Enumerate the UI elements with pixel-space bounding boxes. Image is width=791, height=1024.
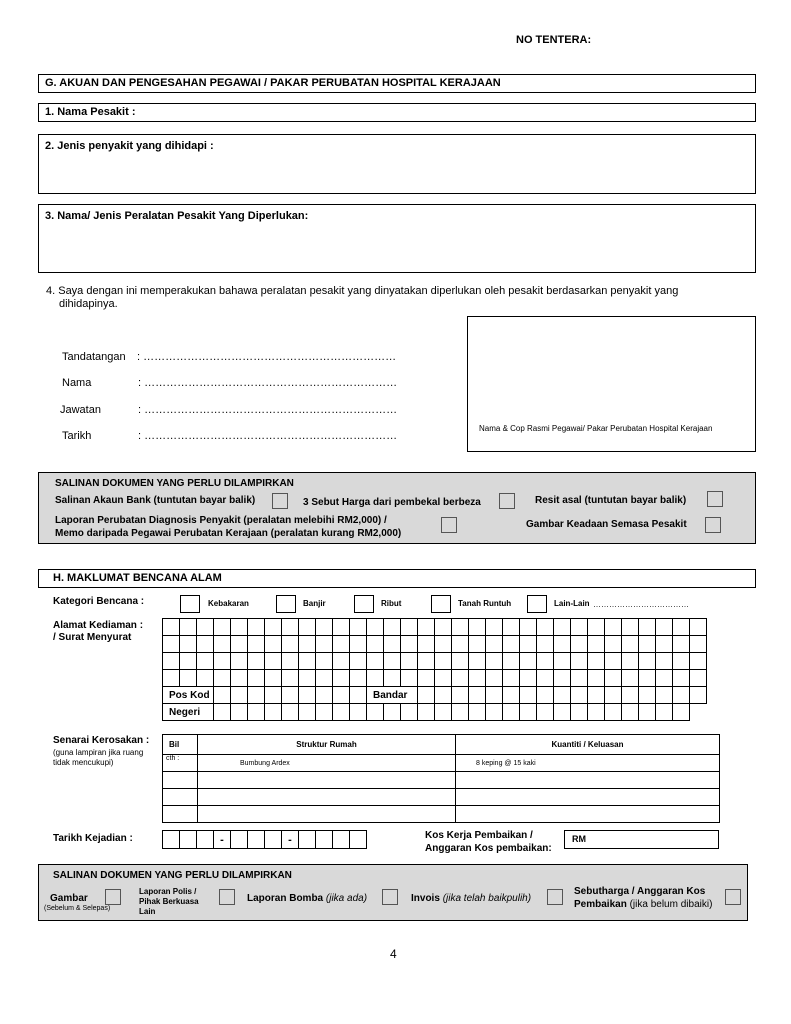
kerosakan-note-1: (guna lampiran jika ruang (53, 748, 144, 757)
jenis-penyakit-label: 2. Jenis penyakit yang dihidapi : (45, 140, 214, 152)
report-label-2: Memo daripada Pegawai Perubatan Kerajaan (peralatan kurang RM2,000) (55, 528, 402, 539)
address-row-negeri (163, 704, 707, 721)
jawatan-label: Jawatan (60, 404, 101, 416)
lain-lain-checkbox[interactable] (527, 595, 547, 613)
sebut-note: (jika belum dibaiki) (629, 899, 713, 910)
tarikh-kejadian-label: Tarikh Kejadian : (53, 833, 133, 844)
bank-label: Salinan Akaun Bank (tuntutan bayar balik) (55, 495, 256, 506)
rm-label: RM (572, 834, 586, 844)
report-checkbox[interactable] (441, 517, 457, 533)
nama-pesakit-label: 1. Nama Pesakit : (45, 106, 136, 118)
polis-label-1: Laporan Polis / (139, 887, 197, 896)
photo-label: Gambar Keadaan Semasa Pesakit (526, 519, 687, 530)
ribut-checkbox[interactable] (354, 595, 374, 613)
peralatan-field[interactable] (38, 204, 756, 273)
alamat-label-1: Alamat Kediaman : (53, 620, 144, 631)
quotes-label: 3 Sebut Harga dari pembekal berbeza (303, 497, 481, 508)
stamp-caption: Nama & Cop Rasmi Pegawai/ Pakar Perubatan Hospital Kerajaan (479, 424, 713, 433)
tarikh-label: Tarikh (62, 430, 92, 442)
bomba-label: Laporan Bomba (247, 893, 324, 904)
polis-checkbox[interactable] (219, 889, 235, 905)
damage-table[interactable] (162, 734, 720, 823)
peralatan-label: 3. Nama/ Jenis Peralatan Pesakit Yang Diperlukan: (45, 210, 309, 222)
kerosakan-note-2: tidak mencukupi) (53, 758, 114, 767)
kos-label-2: Anggaran Kos pembaikan: (425, 843, 552, 854)
alamat-label-2: / Surat Menyurat (53, 632, 132, 643)
jenis-penyakit-field[interactable] (38, 134, 756, 194)
attachments-h-panel (38, 864, 748, 921)
section-g-title-box (38, 74, 756, 93)
attachments-g-title: SALINAN DOKUMEN YANG PERLU DILAMPIRKAN (55, 478, 294, 489)
address-row (163, 619, 707, 636)
example-struktur: Bumbung Ardex (198, 755, 456, 772)
tanah-runtuh-checkbox[interactable] (431, 595, 451, 613)
address-grid[interactable] (162, 618, 707, 721)
lain-lain-label: Lain-Lain (554, 599, 590, 608)
kerosakan-label: Senarai Kerosakan : (53, 735, 150, 746)
col-bil: Bil (163, 735, 198, 755)
banjir-checkbox[interactable] (276, 595, 296, 613)
nama-label: Nama (62, 377, 92, 389)
address-row (163, 636, 707, 653)
section-g-title: G. AKUAN DAN PENGESAHAN PEGAWAI / PAKAR PERUBATAN HOSPITAL KERAJAAN (45, 77, 501, 89)
date-separator: - (214, 831, 231, 849)
col-struktur: Struktur Rumah (198, 735, 456, 755)
tanah-runtuh-label: Tanah Runtuh (458, 599, 512, 608)
declaration-line-2: dihidapinya. (59, 298, 118, 310)
no-tentera-label: NO TENTERA: (516, 34, 592, 46)
declaration-line-1: 4. Saya dengan ini memperakukan bahawa peralatan pesakit yang dinyatakan diperlukan oleh pesakit berdasarkan penyakit yang (46, 285, 679, 297)
date-separator: - (282, 831, 299, 849)
tandatangan-label: Tandatangan (62, 351, 126, 363)
photo-checkbox[interactable] (705, 517, 721, 533)
tandatangan-line[interactable]: : …………………………………………………………… (137, 351, 397, 363)
kebakaran-label: Kebakaran (208, 599, 249, 608)
nama-line[interactable]: : …………………………………………………………… (138, 377, 398, 389)
banjir-label: Banjir (303, 599, 326, 608)
report-label-1: Laporan Perubatan Diagnosis Penyakit (peralatan melebihi RM2,000) / (55, 515, 387, 526)
bomba-label-group (247, 893, 367, 904)
section-h-title: H. MAKLUMAT BENCANA ALAM (53, 572, 222, 584)
date-grid[interactable] (162, 830, 367, 849)
damage-row (163, 789, 720, 806)
gambar-note: (Sebelum & Selepas) (44, 905, 111, 912)
sebut-label-1: Sebutharga / Anggaran Kos (574, 886, 706, 897)
example-bil: cth : (163, 755, 198, 772)
nama-pesakit-field[interactable] (38, 103, 756, 122)
polis-label-2: Pihak Berkuasa (139, 897, 199, 906)
poskod-label: Pos Kod (163, 687, 214, 704)
stamp-box[interactable] (467, 316, 756, 452)
bank-checkbox[interactable] (272, 493, 288, 509)
tarikh-line[interactable]: : …………………………………………………………… (138, 430, 398, 442)
kategori-label: Kategori Bencana : (53, 596, 145, 607)
sebut-label-2: Pembaikan (574, 899, 627, 910)
invois-label: Invois (411, 893, 440, 904)
damage-row (163, 806, 720, 823)
section-h-title-box (38, 569, 756, 588)
receipt-checkbox[interactable] (707, 491, 723, 507)
negeri-label: Negeri (163, 704, 214, 721)
damage-row (163, 755, 720, 772)
quotes-checkbox[interactable] (499, 493, 515, 509)
bomba-checkbox[interactable] (382, 889, 398, 905)
example-kuantiti: 8 keping @ 15 kaki (456, 755, 720, 772)
kos-label-1: Kos Kerja Pembaikan / (425, 830, 533, 841)
ribut-label: Ribut (381, 599, 402, 608)
col-kuantiti: Kuantiti / Keluasan (456, 735, 720, 755)
attachments-h-title: SALINAN DOKUMEN YANG PERLU DILAMPIRKAN (53, 870, 292, 881)
lain-lain-line[interactable]: ……………………………… (593, 600, 689, 609)
kos-input[interactable] (564, 830, 719, 849)
sebut-checkbox[interactable] (725, 889, 741, 905)
invois-note: (jika telah baikpulih) (442, 893, 532, 904)
polis-label-3: Lain (139, 907, 156, 916)
gambar-label: Gambar (50, 893, 88, 904)
bomba-note: (jika ada) (325, 893, 368, 904)
invois-checkbox[interactable] (547, 889, 563, 905)
address-row (163, 653, 707, 670)
attachments-g-panel (38, 472, 756, 544)
jawatan-line[interactable]: : …………………………………………………………… (138, 404, 398, 416)
receipt-label: Resit asal (tuntutan bayar balik) (535, 495, 687, 506)
gambar-checkbox[interactable] (105, 889, 121, 905)
address-row-poskod (163, 687, 707, 704)
address-row (163, 670, 707, 687)
invois-label-group (411, 893, 531, 904)
sebut-label-group (574, 899, 712, 910)
kebakaran-checkbox[interactable] (180, 595, 200, 613)
bandar-label: Bandar (367, 687, 418, 704)
page-number: 4 (390, 947, 397, 961)
damage-row (163, 772, 720, 789)
